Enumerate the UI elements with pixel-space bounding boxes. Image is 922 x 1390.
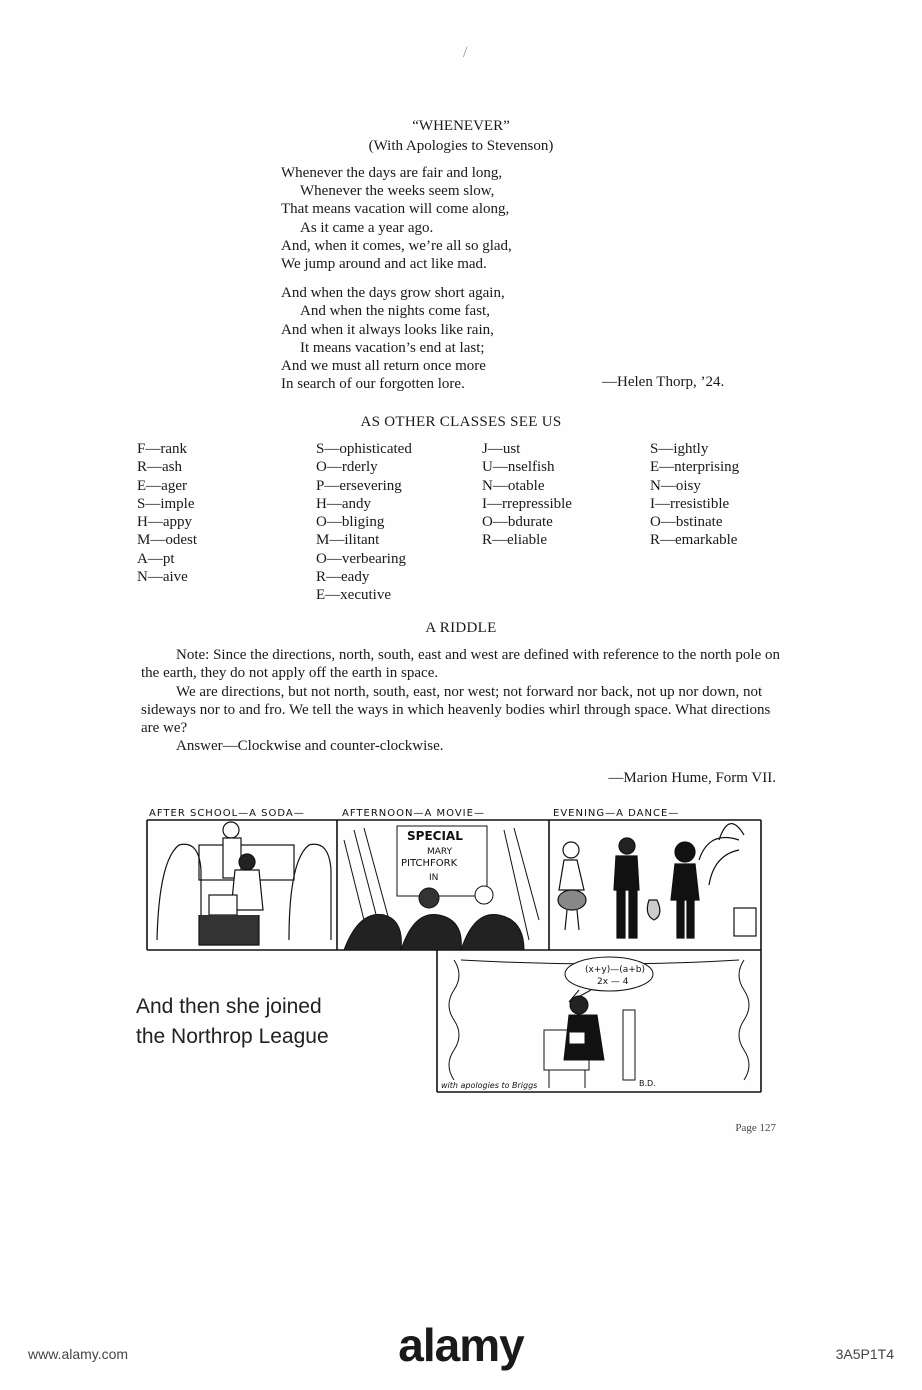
stock-url: www.alamy.com [28,1346,129,1362]
poem-line: As it came a year ago. [300,219,434,236]
acrostic-entry: N—otable [482,477,545,494]
acrostic-entry: E—nterprising [650,459,740,476]
riddle-paragraph: Note: Since the directions, north, south, east and west are defined with reference to the north pole on the earth, they do not apply off the earth in space. [141,647,780,682]
poem-line: And, when it comes, we’re all so glad, [281,237,512,254]
acrostic-title: AS OTHER CLASSES SEE US [360,414,562,430]
movie-sign-mary: MARY [427,847,453,857]
acrostic-entry: E—ager [137,477,187,494]
caption-afternoon: AFTERNOON—A MOVIE— [342,808,485,819]
acrostic-column-junior [482,440,572,550]
tagline-line-1: And then she joined [136,995,322,1018]
acrostic-entry: O—verbearing [316,550,406,567]
acrostic-entry: S—imple [137,495,195,512]
poem-line: Whenever the days are fair and long, [281,165,503,181]
poem-line: We jump around and act like mad. [281,256,487,273]
acrostic-entry: M—odest [137,532,197,549]
acrostic-column-freshman [137,440,197,586]
acrostic-entry: F—rank [137,441,187,457]
riddle-credit: —Marion Hume, Form VII. [608,770,776,786]
caption-evening: EVENING—A DANCE— [553,808,680,819]
stock-logo: alamy [398,1319,524,1371]
acrostic-entry: N—oisy [650,477,701,494]
tagline-line-2: the Northrop League [136,1025,329,1048]
poem-line: Whenever the weeks seem slow, [300,183,495,200]
poem-credit: —Helen Thorp, ’24. [602,374,725,390]
acrostic-entry: H—appy [137,514,192,531]
poem-line: And when the nights come fast, [300,303,490,320]
acrostic-entry: R—emarkable [650,532,738,549]
acrostic-entry: I—rresistible [650,495,730,512]
poem-stanza-1 [281,164,512,273]
poem-line: And when it always looks like rain, [281,321,494,338]
riddle-body [141,646,781,756]
riddle-answer: Answer—Clockwise and counter-clockwise. [176,738,444,755]
acrostic-entry: N—aive [137,569,188,586]
poem-body [281,164,512,404]
math-bubble-denominator: 2x — 4 [597,977,629,987]
movie-sign-in: IN [429,873,439,883]
poem-line: That means vacation will come along, [281,201,510,218]
poem-line: And we must all return once more [281,358,486,375]
movie-sign-pitchfork: PITCHFORK [401,858,458,869]
stock-image-id: 3A5P1T4 [835,1346,894,1362]
panel-movie [344,826,539,950]
acrostic-entry: P—ersevering [316,477,402,494]
acrostic-entry: O—bliging [316,514,385,531]
acrostic-entry: R—eady [316,569,370,586]
poem-stanza-2 [281,284,512,393]
acrostic-entry: M—ilitant [316,532,380,549]
acrostic-entry: O—bstinate [650,514,723,531]
poem-line: And when the days grow short again, [281,285,505,302]
acrostic-entry: U—nselfish [482,459,555,476]
comic-strip [139,800,765,1100]
movie-sign-special: SPECIAL [407,829,463,843]
poem-subtitle: (With Apologies to Stevenson) [368,138,554,154]
poem-line: It means vacation’s end at last; [300,339,485,356]
cartoon-signature: with apologies to Briggs [441,1081,538,1090]
acrostic-entry: S—ophisticated [316,441,412,457]
math-bubble-numerator: (x+y)—(a+b) [585,965,646,975]
acrostic-entry: O—rderly [316,459,378,476]
acrostic-entry: E—xecutive [316,587,391,604]
acrostic-entry: S—ightly [650,441,709,457]
poem-line: In search of our forgotten lore. [281,376,465,393]
panel-dance [558,824,756,938]
stray-mark: / [463,44,468,61]
acrostic-entry: A—pt [137,550,175,567]
acrostic-entry: R—ash [137,459,182,476]
acrostic-entry: J—ust [482,441,521,457]
acrostic-entry: O—bdurate [482,514,553,531]
riddle-paragraph: We are directions, but not north, south, east, nor west; not forward nor back, not up nor down, not sideways nor to and fro. We tell the ways in which heavenly bodies whirl through space. What directions are we? [141,683,771,737]
poem-title: “WHENEVER” [412,118,510,134]
riddle-title: A RIDDLE [425,620,497,636]
acrostic-entry: I—rrepressible [482,495,572,512]
panel-soda [157,822,331,945]
cartoon-initials: B.D. [639,1079,656,1088]
tagline [136,992,329,1052]
acrostic-column-sophomore [316,440,412,605]
acrostic-entry: R—eliable [482,532,547,549]
acrostic-column-senior [650,440,739,550]
acrostic-entry: H—andy [316,495,371,512]
caption-after-school: AFTER SCHOOL—A SODA— [149,808,305,819]
page-number: Page 127 [735,1122,776,1134]
